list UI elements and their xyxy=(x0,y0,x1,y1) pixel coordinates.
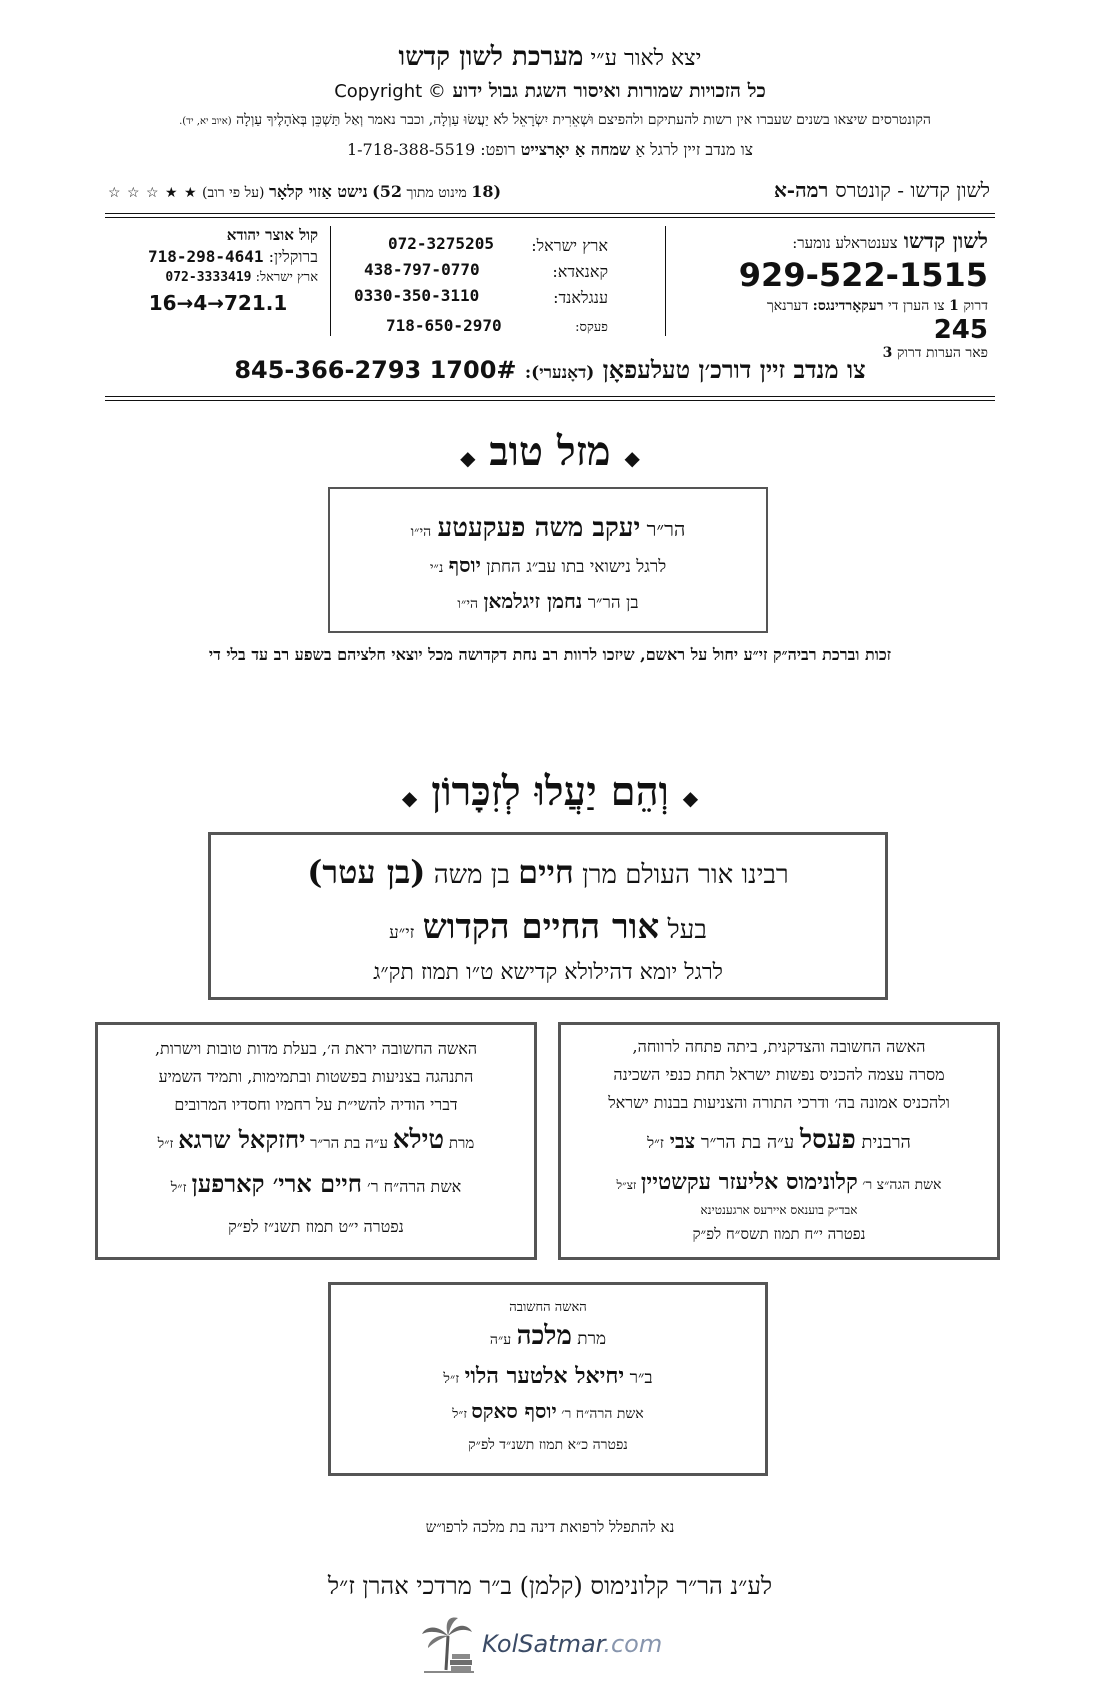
donation-banner: צו מנדב זיין דורכ׳ן טעלעפאָן (דאָנערי): 845-366-2793 1700# xyxy=(234,355,866,384)
rating-stars-icon: ★ ★ ☆ ☆ ☆ xyxy=(108,185,198,201)
palm-tree-books-icon xyxy=(418,1614,476,1674)
donation-phone[interactable]: 845-366-2793 1700# xyxy=(234,356,517,384)
simcha-donation-line: צו מנדב זיין לרגל אַ שמחה אַ יאָרצייט רופט: 1-718-388-5519 xyxy=(346,140,754,159)
rating-info: (18 מינוט מתוך 52) נישט אַזוי קלאָר (על פי רוב) ★ ★ ☆ ☆ ☆ xyxy=(108,182,502,201)
logo-text-tld: .com xyxy=(603,1630,663,1658)
extension-code: 16→4→721.1 xyxy=(148,291,288,315)
memorial-main-box: רבינו אור העולם מרן חיים בן משה (בן עטר) בעל אור החיים הקדוש זי״ע לרגל יומא דהילולא קדישא ט״ו תמוז תק״ג xyxy=(208,832,888,1000)
top-divider xyxy=(105,213,995,214)
contact-separator-left xyxy=(330,226,331,336)
logo-text-main: KolSatmar xyxy=(482,1630,604,1658)
banner-divider-2 xyxy=(105,400,995,401)
phone-row-canada: קאנאדא: 438-797-0770 xyxy=(364,260,608,281)
phone-row-israel: ארץ ישראל: 072-3275205 xyxy=(388,234,608,255)
copyright-line: Copyright © כל הזכויות שמורות ואיסור השגת גבול ידוע xyxy=(334,80,766,102)
contact-main: לשון קדשו צענטראלע נומער: 929-522-1515 דרוק 1 צו הערן די רעקאָרדינגס: דערנאך 245 פאר הערות דרוק 3 xyxy=(728,228,988,362)
memorial-title: ◆ וְהֵם יַעֲלוּ לְזִכָּרוֹן ◆ xyxy=(401,768,699,815)
memorial-right-box: האשה החשובה והצדקנית, ביתה פתחה לרווחה, מסרה עצמה להכניס נפשות ישראל תחת כנפי השכינה ולהכניס אמונה בה׳ ודרכי התורה והצניעות בבנות ישראל הרבנית פעסל ע״ה בת הר״ר צבי ז״ל אשת הגה״צ ר׳ קלונימוס אליעזר עקשטיין זצ״ל אבד״ק בוענאס איירעס ארגענטינא נפטרה י״ח תמוז תשס״ח לפ״ק xyxy=(558,1022,1000,1260)
publisher-line: יצא לאור ע״י מערכת לשון קדשו xyxy=(398,42,702,72)
phone-row-fax: פעקס: 718-650-2970 xyxy=(386,316,608,335)
banner-divider xyxy=(105,396,995,397)
prayer-request: נא להתפלל לרפואת דינה בת מלכה לרפו״ש xyxy=(425,1518,675,1536)
publisher-name: מערכת לשון קדשו xyxy=(398,42,584,72)
contact-separator-right xyxy=(665,226,666,336)
contact-international xyxy=(348,234,648,342)
main-phone-number[interactable]: 929-522-1515 xyxy=(738,256,988,294)
series-title: לשון קדשו - קונטרס רמה-א xyxy=(773,178,990,202)
memorial-left-box: האשה החשובה יראת ה׳, בעלת מדות טובות וישרות, התנהגה בצניעות בפשטות ובתמימות, ותמיד השמיע דברי הודיה להשי״ת על רחמיו וחסדיו המרובים מרת טילא ע״ה בת הר״ר יחזקאל שרגא ז״ל אשת הרה״ח ר׳ חיים ארי׳ קארפען ז״ל נפטרה י״ט תמוז תשנ״ז לפ״ק xyxy=(95,1022,537,1260)
mazal-tov-title: ◆ מזל טוב ◆ xyxy=(460,428,640,475)
blessing-text: זכות וברכת רביה״ק זי״ע יחול על ראשם, שיזכו לרוות רב נחת דקדושה מכל יוצאי חלציהם בשפע רב עד בלי די xyxy=(208,645,892,664)
mazal-tov-box: הר״ר יעקב משה פעקעטע הי״ו לרגל נישואי בתו עב״ג החתן יוסף נ״י בן הר״ר נחמן זיגלמאן הי״ו xyxy=(328,487,768,633)
contact-kol-otzar: קול אוצר יהודא ברוקלין: 718-298-4641 ארץ ישראל: 072-3333419 16→4→721.1 xyxy=(118,226,318,315)
top-divider-2 xyxy=(105,217,995,218)
memorial-bottom-box: האשה החשובה מרת מלכה ע״ה ב״ר יחיאל אלטער הלוי ז״ל אשת הרה״ח ר׳ יוסף סאקס ז״ל נפטרה כ״א תמוז תשנ״ד לפ״ק xyxy=(328,1282,768,1476)
kolsatmar-logo[interactable] xyxy=(418,1612,698,1676)
reprint-notice: הקונטרסים שיצאו בשנים שעברו אין רשות להעתיקם ולהפיצם וּשְׁאֵרִית יִשְׂרָאֵל לֹא יַעֲשׂוּ עַוְלָה, וכבר נאמר וְאַל תַּשְׁכֵּן בְּאֹהָלֶיךָ עַוְלָה (איוב יא, יד). xyxy=(179,112,931,128)
dedication-line: לע״נ הר״ר קלונימוס (קלמן) ב״ר מרדכי אהרן ז״ל xyxy=(327,1572,773,1600)
phone-row-england: ענגלאנד: 0330-350-3110 xyxy=(354,286,608,307)
